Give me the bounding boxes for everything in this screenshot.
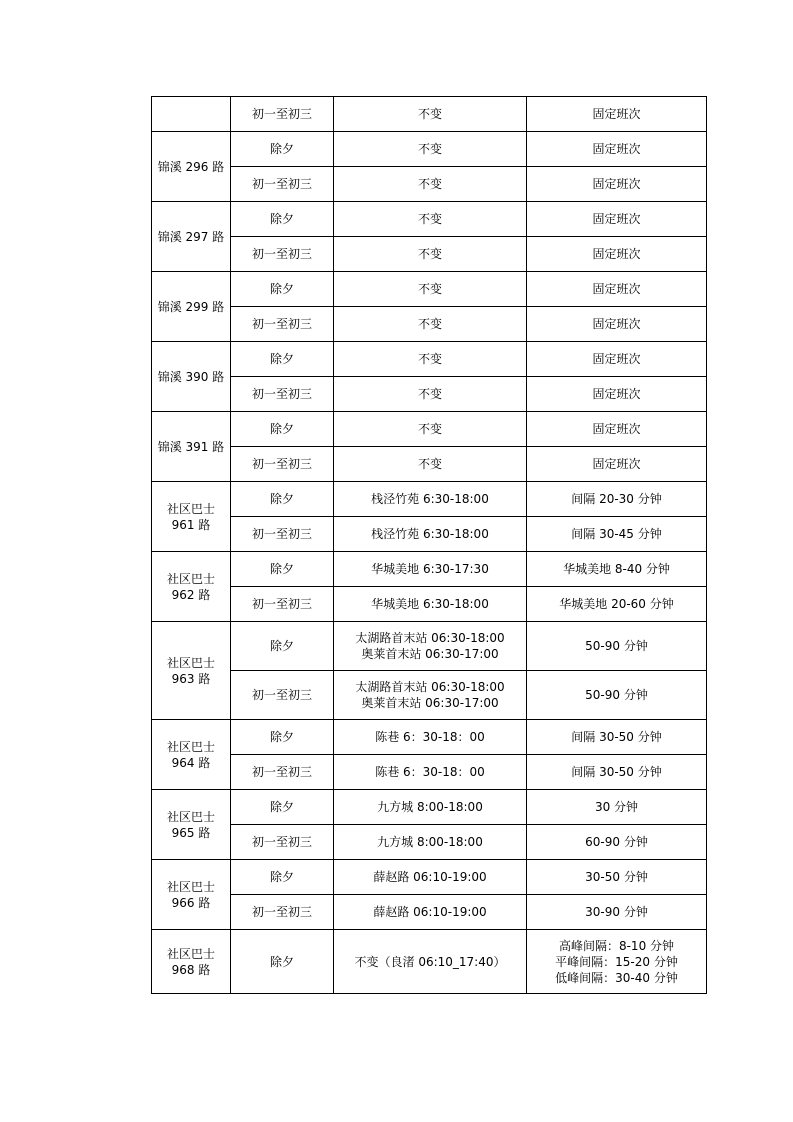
route-cell <box>152 720 231 790</box>
interval-cell <box>527 860 707 895</box>
route-label: 968 路 <box>171 962 211 977</box>
interval-text: 平峰间隔：15-20 分钟 <box>555 954 678 969</box>
table-row <box>152 755 707 790</box>
route-label: 锦溪 390 路 <box>157 369 225 384</box>
route-cell <box>152 132 231 202</box>
period-cell: 初一至初三 <box>231 671 334 720</box>
interval-cell <box>527 237 707 272</box>
interval-cell <box>527 307 707 342</box>
interval-text: 间隔 30-50 分钟 <box>571 765 662 779</box>
interval-cell <box>527 671 707 720</box>
route-label: 962 路 <box>171 587 211 602</box>
service-time-text: 不变 <box>417 212 442 226</box>
service-time-cell <box>334 552 527 587</box>
table-row <box>152 720 707 755</box>
service-time-cell <box>334 167 527 202</box>
service-time-text: 华城美地 6:30-17:30 <box>371 562 489 576</box>
table-row <box>152 825 707 860</box>
service-time-text: 栈泾竹苑 6:30-18:00 <box>371 527 489 541</box>
route-label: 锦溪 391 路 <box>157 439 225 454</box>
route-label: 社区巴士 <box>166 655 215 670</box>
service-time-cell <box>334 895 527 930</box>
interval-text: 华城美地 20-60 分钟 <box>559 597 674 611</box>
service-time-text: 太湖路首末站 06:30-18:00 <box>355 680 505 694</box>
period-cell: 初一至初三 <box>231 825 334 860</box>
route-label: 锦溪 299 路 <box>157 299 225 314</box>
interval-cell <box>527 447 707 482</box>
interval-cell <box>527 97 707 132</box>
service-time-cell <box>334 307 527 342</box>
service-time-cell <box>334 412 527 447</box>
service-time-cell <box>334 930 527 994</box>
service-time-text: 不变 <box>417 422 442 436</box>
service-time-text: 太湖路首末站 06:30-18:00 <box>355 631 505 645</box>
route-cell <box>152 342 231 412</box>
table-row <box>152 342 707 377</box>
period-cell: 初一至初三 <box>231 517 334 552</box>
route-cell <box>152 97 231 132</box>
table-row <box>152 517 707 552</box>
service-time-text: 华城美地 6:30-18:00 <box>371 597 489 611</box>
interval-cell <box>527 342 707 377</box>
table-row <box>152 552 707 587</box>
service-time-text: 薛赵路 06:10-19:00 <box>373 870 487 884</box>
interval-text: 固定班次 <box>592 247 641 261</box>
route-label: 社区巴士 <box>166 739 215 754</box>
table-row <box>152 860 707 895</box>
period-cell: 除夕 <box>231 412 334 447</box>
route-label: 964 路 <box>171 755 211 770</box>
table-row <box>152 895 707 930</box>
period-cell: 初一至初三 <box>231 377 334 412</box>
table-row <box>152 132 707 167</box>
service-time-cell <box>334 517 527 552</box>
route-label: 社区巴士 <box>166 501 215 516</box>
table-row <box>152 412 707 447</box>
route-label: 锦溪 297 路 <box>157 229 225 244</box>
period-cell: 除夕 <box>231 930 334 994</box>
route-cell <box>152 482 231 552</box>
route-cell <box>152 622 231 720</box>
period-cell: 初一至初三 <box>231 447 334 482</box>
service-time-cell <box>334 202 527 237</box>
service-time-cell <box>334 97 527 132</box>
interval-cell <box>527 202 707 237</box>
service-time-cell <box>334 720 527 755</box>
service-time-cell <box>334 671 527 720</box>
interval-text: 固定班次 <box>592 212 641 226</box>
service-time-text: 九方城 8:00-18:00 <box>377 800 483 814</box>
interval-cell <box>527 930 707 994</box>
service-time-cell <box>334 237 527 272</box>
service-time-cell <box>334 755 527 790</box>
interval-cell <box>527 552 707 587</box>
service-time-text: 九方城 8:00-18:00 <box>377 835 483 849</box>
interval-text: 50-90 分钟 <box>585 688 648 702</box>
interval-text: 间隔 30-50 分钟 <box>571 730 662 744</box>
service-time-text: 不变 <box>417 457 442 471</box>
route-cell <box>152 412 231 482</box>
period-cell: 初一至初三 <box>231 307 334 342</box>
interval-text: 间隔 20-30 分钟 <box>571 492 662 506</box>
interval-cell <box>527 517 707 552</box>
table-row <box>152 377 707 412</box>
interval-cell <box>527 720 707 755</box>
period-cell: 除夕 <box>231 790 334 825</box>
interval-cell <box>527 895 707 930</box>
interval-text: 固定班次 <box>592 317 641 331</box>
interval-text: 固定班次 <box>592 107 641 121</box>
interval-text: 高峰间隔：8-10 分钟 <box>558 938 675 953</box>
interval-cell <box>527 272 707 307</box>
interval-text: 30-50 分钟 <box>585 870 648 884</box>
service-time-cell <box>334 342 527 377</box>
period-cell: 除夕 <box>231 860 334 895</box>
interval-cell <box>527 587 707 622</box>
table-row <box>152 272 707 307</box>
table-row <box>152 237 707 272</box>
interval-text: 固定班次 <box>592 282 641 296</box>
period-cell: 初一至初三 <box>231 587 334 622</box>
table-row <box>152 671 707 720</box>
table-row <box>152 482 707 517</box>
service-time-cell <box>334 447 527 482</box>
service-time-cell <box>334 790 527 825</box>
table-row <box>152 790 707 825</box>
interval-cell <box>527 790 707 825</box>
period-cell: 除夕 <box>231 482 334 517</box>
table-row <box>152 97 707 132</box>
interval-text: 固定班次 <box>592 422 641 436</box>
interval-text: 固定班次 <box>592 142 641 156</box>
period-cell: 除夕 <box>231 720 334 755</box>
period-cell: 初一至初三 <box>231 97 334 132</box>
service-time-text: 不变 <box>417 387 442 401</box>
service-time-cell <box>334 482 527 517</box>
service-time-cell <box>334 377 527 412</box>
interval-cell <box>527 377 707 412</box>
route-cell <box>152 790 231 860</box>
service-time-cell <box>334 272 527 307</box>
service-time-cell <box>334 587 527 622</box>
interval-text: 间隔 30-45 分钟 <box>571 527 662 541</box>
route-label: 963 路 <box>171 671 211 686</box>
service-time-text: 不变 <box>417 177 442 191</box>
interval-text: 30 分钟 <box>594 800 639 814</box>
table-row <box>152 202 707 237</box>
period-cell: 除夕 <box>231 272 334 307</box>
period-cell: 除夕 <box>231 202 334 237</box>
interval-cell <box>527 412 707 447</box>
table-row <box>152 587 707 622</box>
service-time-text: 不变 <box>417 247 442 261</box>
route-label: 966 路 <box>171 895 211 910</box>
period-cell: 初一至初三 <box>231 167 334 202</box>
service-time-cell <box>334 860 527 895</box>
period-cell: 除夕 <box>231 552 334 587</box>
route-label: 社区巴士 <box>166 879 215 894</box>
table-row <box>152 307 707 342</box>
table-row <box>152 447 707 482</box>
table-row <box>152 622 707 671</box>
interval-cell <box>527 167 707 202</box>
interval-cell <box>527 482 707 517</box>
period-cell: 初一至初三 <box>231 755 334 790</box>
route-label: 锦溪 296 路 <box>157 159 225 174</box>
service-time-cell <box>334 132 527 167</box>
service-time-text: 不变 <box>417 317 442 331</box>
interval-text: 固定班次 <box>592 457 641 471</box>
interval-text: 固定班次 <box>592 352 641 366</box>
route-cell <box>152 552 231 622</box>
interval-text: 固定班次 <box>592 387 641 401</box>
interval-text: 30-90 分钟 <box>585 905 648 919</box>
interval-text: 60-90 分钟 <box>585 835 648 849</box>
interval-text: 华城美地 8-40 分钟 <box>563 562 670 576</box>
interval-cell <box>527 825 707 860</box>
route-cell <box>152 860 231 930</box>
route-label: 961 路 <box>171 517 211 532</box>
route-label: 社区巴士 <box>166 571 215 586</box>
service-time-text: 不变 <box>417 107 442 121</box>
route-cell <box>152 202 231 272</box>
schedule-table <box>151 96 707 994</box>
period-cell: 除夕 <box>231 622 334 671</box>
route-label: 社区巴士 <box>166 809 215 824</box>
period-cell: 初一至初三 <box>231 895 334 930</box>
service-time-cell <box>334 622 527 671</box>
route-label: 社区巴士 <box>166 946 215 961</box>
route-cell <box>152 930 231 994</box>
service-time-text: 奥莱首末站 06:30-17:00 <box>361 647 499 661</box>
interval-text: 固定班次 <box>592 177 641 191</box>
schedule-table-body <box>152 97 707 994</box>
service-time-cell <box>334 825 527 860</box>
table-row <box>152 167 707 202</box>
service-time-text: 奥莱首末站 06:30-17:00 <box>361 696 499 710</box>
service-time-text: 陈巷 6：30-18：00 <box>375 730 485 744</box>
service-time-text: 不变（良渚 06:10_17:40） <box>354 954 506 969</box>
period-cell: 初一至初三 <box>231 237 334 272</box>
interval-text: 低峰间隔：30-40 分钟 <box>555 970 678 985</box>
interval-cell <box>527 622 707 671</box>
period-cell: 除夕 <box>231 342 334 377</box>
route-cell <box>152 272 231 342</box>
period-cell: 除夕 <box>231 132 334 167</box>
route-label: 965 路 <box>171 825 211 840</box>
service-time-text: 栈泾竹苑 6:30-18:00 <box>371 492 489 506</box>
service-time-text: 不变 <box>417 282 442 296</box>
table-row <box>152 930 707 994</box>
interval-cell <box>527 132 707 167</box>
interval-cell <box>527 755 707 790</box>
service-time-text: 不变 <box>417 352 442 366</box>
service-time-text: 陈巷 6：30-18：00 <box>375 765 485 779</box>
service-time-text: 不变 <box>417 142 442 156</box>
interval-text: 50-90 分钟 <box>585 639 648 653</box>
service-time-text: 薛赵路 06:10-19:00 <box>373 905 487 919</box>
